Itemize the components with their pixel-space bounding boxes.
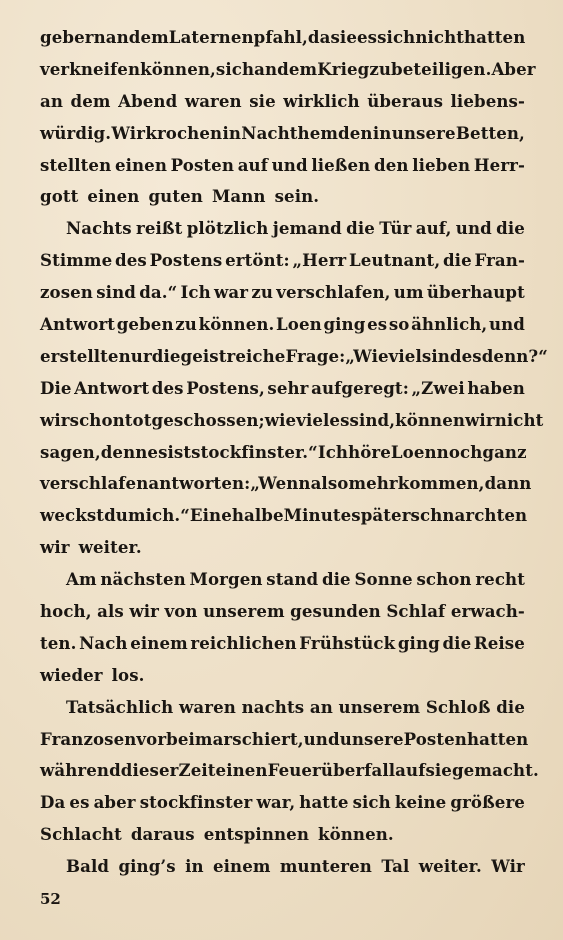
text-line <box>40 118 525 150</box>
word: vorbeimarschiert, <box>136 728 304 749</box>
word: nächsten <box>100 569 186 590</box>
word: ertönt: <box>225 250 290 271</box>
text-line <box>40 628 525 660</box>
word: ging <box>323 314 366 335</box>
word: während <box>40 760 121 781</box>
page-number: 52 <box>40 890 61 908</box>
word: an <box>309 696 333 717</box>
word: gemacht. <box>451 760 539 781</box>
word: Nachts <box>66 218 132 239</box>
word: später <box>351 505 411 526</box>
word: „Wenn <box>250 473 311 494</box>
word: Tatsächlich <box>66 696 174 717</box>
word: und <box>455 218 492 239</box>
word: des <box>151 377 184 398</box>
word: von <box>164 601 198 622</box>
word: reichlichen <box>190 632 297 653</box>
word: recht <box>475 569 525 590</box>
word: stockfinster.“ <box>191 441 318 462</box>
word: die <box>496 696 525 717</box>
page-body-text <box>40 22 548 883</box>
word: Sonne <box>354 569 413 590</box>
word: verkneifen <box>40 58 141 79</box>
word: hoch, <box>40 601 92 622</box>
word: an <box>254 58 278 79</box>
word: Loen <box>390 441 437 462</box>
word: es <box>147 441 168 462</box>
word: „Wieviel <box>345 345 422 366</box>
word: Schloß <box>425 696 491 717</box>
word: ging <box>397 632 440 653</box>
word: dem <box>128 27 169 47</box>
text-line <box>40 468 532 500</box>
word: jemand <box>272 218 342 239</box>
word: die <box>442 632 472 653</box>
word: einem <box>130 632 188 653</box>
word: war, <box>256 792 296 813</box>
word: ten. <box>40 632 77 653</box>
word: wir <box>129 601 159 622</box>
word: Morgen <box>189 569 263 590</box>
word: ging’s <box>118 856 176 877</box>
word: war <box>214 282 249 303</box>
word: aufgeregt: <box>311 377 409 398</box>
word: aber <box>93 792 136 813</box>
word: in <box>185 856 204 877</box>
word: und <box>303 728 340 749</box>
word: schnarchten <box>410 505 528 526</box>
word: können. <box>318 824 394 845</box>
word: wir <box>40 409 70 430</box>
word: die <box>346 218 375 239</box>
word: Eine <box>189 505 232 526</box>
word: stockfinster <box>139 792 253 813</box>
text-line <box>40 373 525 405</box>
text-line <box>40 500 528 532</box>
word: größere <box>450 792 525 813</box>
word: in <box>372 122 392 143</box>
word: totgeschossen; <box>124 409 265 430</box>
word: kommen, <box>397 473 485 494</box>
word: du <box>104 505 128 526</box>
word: er <box>40 345 60 366</box>
word: hatten <box>466 728 529 749</box>
text-line <box>40 150 525 182</box>
word: würdig. <box>40 122 112 143</box>
word: unsere <box>339 728 404 749</box>
word: unserem <box>203 601 285 622</box>
word: einem <box>213 856 271 877</box>
word: stellte <box>59 345 119 366</box>
text-line <box>40 660 525 692</box>
text-line <box>40 437 525 469</box>
word: sich <box>377 27 416 47</box>
word: weckst <box>40 505 105 526</box>
word: Leutnant, <box>349 250 441 271</box>
text-line <box>40 787 525 819</box>
word: sich <box>215 58 255 79</box>
word: Krieg <box>317 58 370 79</box>
word: reißt <box>136 218 183 239</box>
word: wirklich <box>283 90 360 111</box>
word: ließen <box>311 154 371 175</box>
word: die <box>496 218 525 239</box>
word: sagen, <box>40 441 101 462</box>
word: munteren <box>279 856 372 877</box>
word: die <box>442 250 472 271</box>
word: Minute <box>283 505 352 526</box>
word: Am <box>66 569 97 590</box>
word: geistreiche <box>180 345 286 366</box>
word: Posten <box>170 154 235 175</box>
word: waren <box>179 696 236 717</box>
word: stand <box>266 569 319 590</box>
word: plötzlich <box>186 218 269 239</box>
word: an <box>105 27 129 47</box>
word: Nachthemden <box>241 122 373 143</box>
word: entspinnen <box>203 824 309 845</box>
word: als <box>97 601 124 622</box>
word: dieser <box>120 760 179 781</box>
word: und <box>488 314 525 335</box>
word: Loen <box>276 314 322 335</box>
word: Abend <box>118 90 178 111</box>
word: Postens <box>149 250 223 271</box>
word: wieder <box>40 664 103 685</box>
word: auf <box>395 760 426 781</box>
word: hatten <box>464 27 526 47</box>
word: also <box>310 473 349 494</box>
word: mich.“ <box>127 505 190 526</box>
word: zu <box>175 314 197 335</box>
word: Ich <box>317 441 349 462</box>
word: dem <box>277 58 318 79</box>
text-line <box>40 564 525 596</box>
word: sein. <box>274 186 320 207</box>
word: Frage: <box>285 345 346 366</box>
word: erwach- <box>450 601 525 622</box>
word: nur <box>118 345 152 366</box>
word: guten <box>148 186 203 207</box>
text-line <box>40 596 525 628</box>
word: überhaupt <box>426 282 525 303</box>
text-line <box>40 819 525 851</box>
word: weiter. <box>418 856 482 877</box>
word: da.“ <box>139 282 178 303</box>
text-line <box>40 181 525 213</box>
word: wir <box>465 409 495 430</box>
word: Nach <box>79 632 128 653</box>
text-line <box>40 405 544 437</box>
word: Reise <box>473 632 525 653</box>
text-line <box>40 724 529 756</box>
word: die <box>321 569 351 590</box>
word: Tal <box>381 856 410 877</box>
word: in <box>222 122 242 143</box>
text-line <box>40 213 525 245</box>
word: die <box>151 345 181 366</box>
word: mehr <box>348 473 398 494</box>
word: halbe <box>231 505 284 526</box>
word: Laternenpfahl, <box>168 27 308 47</box>
word: Postens, <box>186 377 265 398</box>
word: auf, <box>415 218 452 239</box>
word: sich <box>352 792 391 813</box>
word: sind <box>96 282 136 303</box>
word: den <box>374 154 409 175</box>
word: Zeit <box>178 760 216 781</box>
word: zu <box>251 282 274 303</box>
text-line <box>40 532 525 564</box>
word: Stimme <box>40 250 113 271</box>
word: es <box>329 409 350 430</box>
word: gebern <box>40 27 106 47</box>
word: Bald <box>66 856 110 877</box>
word: geben <box>116 314 174 335</box>
word: es <box>461 345 482 366</box>
word: wieviel <box>264 409 330 430</box>
word: Die <box>40 377 72 398</box>
word: verschlafen <box>40 473 149 494</box>
word: Feuerüberfall <box>267 760 396 781</box>
word: lieben <box>412 154 471 175</box>
word: gott <box>40 186 79 207</box>
word: einen <box>215 760 268 781</box>
word: Fran- <box>474 250 525 271</box>
text-line <box>40 22 525 54</box>
word: „Zwei <box>411 377 465 398</box>
word: Antwort <box>74 377 150 398</box>
word: dann <box>484 473 532 494</box>
word: sie <box>249 90 276 111</box>
word: nachts <box>241 696 305 717</box>
word: Posten <box>403 728 467 749</box>
word: sehr <box>267 377 309 398</box>
word: überaus <box>367 90 444 111</box>
word: schon <box>416 569 472 590</box>
word: da <box>307 27 331 47</box>
text-line <box>40 692 525 724</box>
word: keine <box>394 792 447 813</box>
word: liebens- <box>450 90 525 111</box>
text-line <box>40 245 525 277</box>
word: um <box>393 282 424 303</box>
word: Aber <box>491 58 536 79</box>
word: auf <box>237 154 268 175</box>
word: einen <box>114 154 167 175</box>
word: und <box>271 154 308 175</box>
word: Betten, <box>455 122 525 143</box>
word: los. <box>111 664 145 685</box>
text-line <box>40 341 548 373</box>
word: „Herr <box>292 250 347 271</box>
word: es <box>356 27 378 47</box>
word: an <box>40 90 64 111</box>
text-line <box>40 54 536 86</box>
word: Antwort <box>40 314 116 335</box>
word: hatte <box>299 792 349 813</box>
word: Wir <box>111 122 146 143</box>
word: nicht <box>415 27 465 47</box>
text-line <box>40 851 525 883</box>
text-line <box>40 86 525 118</box>
word: können, <box>140 58 216 79</box>
word: beteiligen. <box>391 58 492 79</box>
word: Frühstück <box>299 632 396 653</box>
word: es <box>69 792 90 813</box>
word: unsere <box>391 122 456 143</box>
word: gesunden <box>290 601 381 622</box>
word: Tür <box>379 218 412 239</box>
word: höre <box>348 441 391 462</box>
word: sie <box>330 27 357 47</box>
word: schon <box>69 409 125 430</box>
word: denn <box>100 441 148 462</box>
word: Franzosen <box>40 728 137 749</box>
word: Herr- <box>473 154 525 175</box>
word: es <box>367 314 388 335</box>
word: krochen <box>145 122 223 143</box>
word: Schlaf <box>386 601 446 622</box>
word: haben <box>467 377 525 398</box>
word: noch <box>436 441 483 462</box>
word: einen <box>87 186 140 207</box>
word: wir <box>40 537 70 558</box>
word: des <box>115 250 147 271</box>
word: zosen <box>40 282 93 303</box>
word: stellten <box>40 154 112 175</box>
word: verschlafen, <box>276 282 391 303</box>
word: sind, <box>349 409 396 430</box>
word: antworten: <box>148 473 251 494</box>
text-line <box>40 755 539 787</box>
word: Schlacht <box>40 824 122 845</box>
word: unserem <box>338 696 421 717</box>
word: Wir <box>491 856 525 877</box>
word: daraus <box>130 824 195 845</box>
word: dem <box>70 90 111 111</box>
word: ist <box>167 441 192 462</box>
text-line <box>40 309 525 341</box>
word: denn?“ <box>481 345 548 366</box>
word: Da <box>40 792 66 813</box>
word: ganz <box>482 441 527 462</box>
word: können. <box>198 314 275 335</box>
word: weiter. <box>78 537 142 558</box>
word: können <box>395 409 466 430</box>
word: sind <box>421 345 462 366</box>
word: zu <box>369 58 392 79</box>
word: nicht <box>494 409 544 430</box>
word: ähnlich, <box>411 314 488 335</box>
word: waren <box>184 90 242 111</box>
word: Mann <box>211 186 266 207</box>
text-line <box>40 277 525 309</box>
word: sie <box>425 760 452 781</box>
word: so <box>388 314 410 335</box>
word: Ich <box>180 282 211 303</box>
